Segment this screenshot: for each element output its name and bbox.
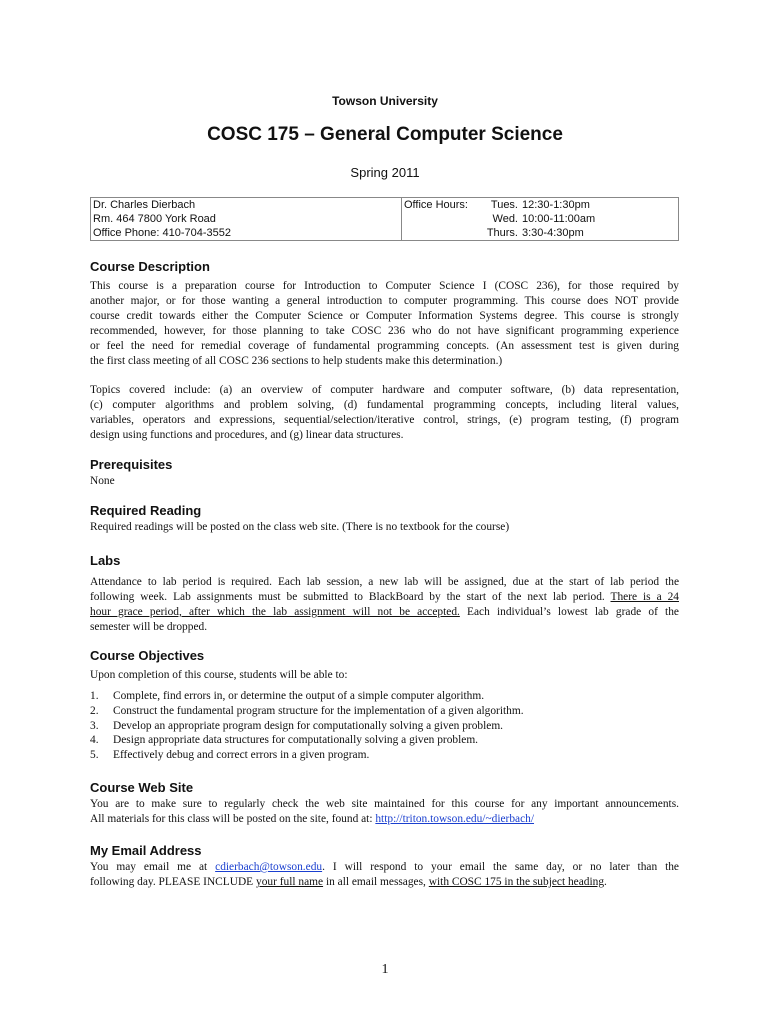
- text-line: variables, operators and expressions, sequential/selection/iterative control, strings, (e) program testing, (f) program: [90, 414, 679, 426]
- underlined-text: There is a 24: [610, 591, 679, 603]
- list-item: 3. Develop an appropriate program design for computationally solving a given problem.: [90, 719, 504, 732]
- course-web-site-text: [90, 797, 679, 827]
- list-item: 4. Design appropriate data structures for computationally solving a given problem.: [90, 734, 479, 747]
- course-description-para1: [90, 279, 679, 369]
- list-item: 5. Effectively debug and correct errors in a given program.: [90, 749, 370, 762]
- term: Spring 2011: [350, 165, 420, 180]
- office-hours-time: 3:30-4:30pm: [522, 227, 584, 239]
- text-line: recommended, however, for those planning to take COSC 236 who do not have significant programming experience: [90, 325, 679, 337]
- text-line: the first class meeting of all COSC 236 sections to help students make this determination.): [90, 355, 503, 367]
- office-hours-label: Office Hours:: [404, 199, 468, 211]
- course-description-heading: Course Description: [90, 259, 210, 274]
- instructor-room: Rm. 464 7800 York Road: [93, 213, 216, 225]
- email-text: [90, 860, 679, 890]
- prerequisites-heading: Prerequisites: [90, 457, 173, 472]
- text-line: You are to make sure to regularly check the web site maintained for this course for any important announcements.: [90, 798, 679, 810]
- info-divider: [401, 198, 402, 240]
- objectives-list: [90, 689, 679, 763]
- labs-heading: Labs: [90, 553, 121, 568]
- text-line: semester will be dropped.: [90, 621, 208, 633]
- instructor-phone: Office Phone: 410-704-3552: [93, 227, 232, 239]
- labs-text: [90, 575, 679, 635]
- text-line: (c) computer algorithms and problem solving, (d) fundamental programming concepts, including literal values,: [90, 399, 679, 411]
- instructor-name: Dr. Charles Dierbach: [93, 199, 196, 211]
- email-link[interactable]: cdierbach@towson.edu: [215, 861, 323, 873]
- course-title: COSC 175 – General Computer Science: [207, 124, 563, 145]
- course-objectives-heading: Course Objectives: [90, 648, 205, 663]
- list-item: 2. Construct the fundamental program structure for the implementation of a given algorithm.: [90, 704, 524, 717]
- office-hours-day: Wed.: [492, 213, 518, 225]
- office-hours: [404, 198, 674, 240]
- text-line: design using functions and procedures, and (g) linear data structures.: [90, 429, 404, 441]
- text-line: All materials for this class will be posted on the site, found at: http://triton.towson.edu/~dierbach/: [90, 813, 535, 825]
- underlined-text: your full name: [256, 876, 324, 888]
- text-line: following week. Lab assignments must be submitted to BlackBoard by the start of the next lab period. There is a 24: [90, 591, 679, 603]
- page-number: 1: [381, 962, 389, 977]
- office-hours-day: Thurs.: [486, 227, 518, 239]
- required-reading-heading: Required Reading: [90, 503, 202, 518]
- course-web-site-heading: Course Web Site: [90, 780, 194, 795]
- email-heading: My Email Address: [90, 843, 202, 858]
- list-item: 1. Complete, find errors in, or determine the output of a simple computer algorithm.: [90, 690, 485, 702]
- course-website-link[interactable]: http://triton.towson.edu/~dierbach/: [375, 813, 535, 825]
- office-hours-time: 12:30-1:30pm: [522, 199, 590, 211]
- course-objectives-intro: Upon completion of this course, students will be able to:: [90, 669, 348, 681]
- underlined-text: hour grace period, after which the lab assignment will not be accepted.: [90, 606, 460, 618]
- underlined-text: with COSC 175 in the subject heading: [428, 876, 605, 888]
- instructor-info-box: [90, 197, 679, 241]
- prerequisites-text: None: [90, 475, 115, 487]
- instructor-contact: [91, 198, 403, 240]
- text-line: hour grace period, after which the lab assignment will not be accepted. Each individual’s lowest lab grade of the: [90, 606, 679, 618]
- text-line: following day. PLEASE INCLUDE your full name in all email messages, with COSC 175 in the subject heading.: [90, 876, 607, 888]
- text-line: Topics covered include: (a) an overview of computer hardware and computer software, (b) data representation,: [90, 384, 679, 396]
- office-hours-time: 10:00-11:00am: [522, 213, 596, 225]
- text-line: or feel the need for remedial coverage of fundamental programming concepts. (An assessment test is given during: [90, 340, 679, 352]
- university-name: Towson University: [332, 94, 438, 108]
- required-reading-text: Required readings will be posted on the class web site. (There is no textbook for the course): [90, 521, 510, 533]
- text-line: another major, or for those wanting a general introduction to computer programming. This course does NOT provide: [90, 295, 679, 307]
- text-line: course credit towards either the Computer Science or Computer Information Systems degree. This course is strongly: [90, 310, 679, 322]
- course-description-para2: [90, 383, 679, 443]
- text-line: You may email me at cdierbach@towson.edu. I will respond to your email the same day, or no later than the: [90, 861, 679, 873]
- text-line: Attendance to lab period is required. Each lab session, a new lab will be assigned, due at the start of lab period the: [90, 576, 679, 588]
- text-line: This course is a preparation course for Introduction to Computer Science I (COSC 236), for those required by: [90, 280, 679, 292]
- office-hours-day: Tues.: [490, 199, 518, 211]
